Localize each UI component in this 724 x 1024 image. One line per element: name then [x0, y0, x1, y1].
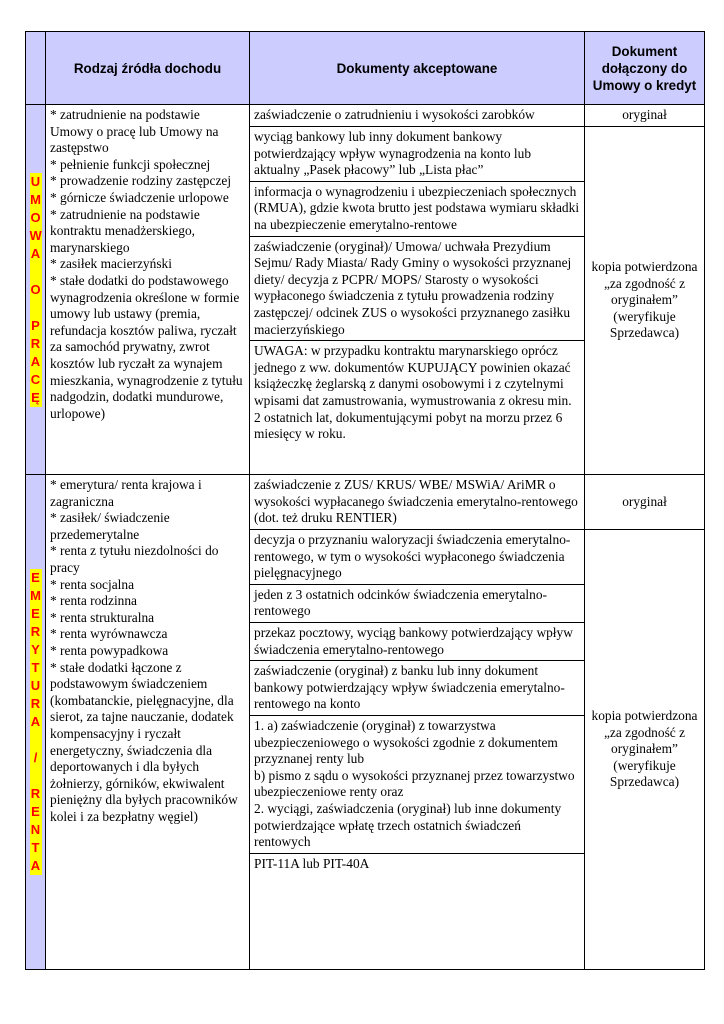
- header-row: [26, 32, 705, 105]
- document-item: PIT-11A lub PIT-40A: [254, 855, 370, 871]
- section-employment-status-1: oryginał: [585, 105, 705, 127]
- header-attached-document: Dokument dołączony do Umowy o kredyt: [585, 32, 705, 105]
- section-pension-income-types: * emerytura/ renta krajowa i zagraniczna * zasiłek/ świadczenie przedemerytalne * renta z tytułu niezdolności do pracy * renta socjalna * renta rodzinna * renta strukturalna * renta wyrównawcza * renta powypadkowa * stałe dodatki łączone z podstawowym świadczeniem (kombatanckie, pielęgnacyjne, dla sierot, za tajne nauczanie, dodatek kompensacyjny i ryczałt energetyczny, świadczenia dla deportowanych i dla byłych żołnierzy, górników, ekwiwalent pieniężny dla byłych pracowników kolei i za bezpłatny węgiel): [46, 475, 250, 970]
- section-pension-doc-1: zaświadczenie z ZUS/ KRUS/ WBE/ MSWiA/ AriMR o wysokości wypłacanego świadczenia emerytalno-rentowego (dot. też druku RENTIER): [250, 475, 585, 530]
- section-employment-label-cell: [26, 105, 46, 475]
- section-employment-row-1: [26, 105, 705, 127]
- document-item: 1. a) zaświadczenie (oryginał) z towarzystwa ubezpieczeniowego o wysokości zgodnie z dokumentem przyznanej renty lub b) pismo z sądu o wysokości przyznanej przez towarzystwo ubezpieczeniowe renty oraz 2. wyciągi, zaświadczenia (oryginał) lub inne dokumenty potwierdzające wpłatę trzech ostatnich świadczeń rentowych: [250, 716, 584, 854]
- income-documents-table: [25, 31, 705, 970]
- header-income-type: Rodzaj źródła dochodu: [46, 32, 250, 105]
- section-employment-status-2: kopia potwierdzona „za zgodność z oryginałem” (weryfikuje Sprzedawca): [585, 127, 705, 475]
- document-item: zaświadczenie (oryginał)/ Umowa/ uchwała Prezydium Sejmu/ Rady Miasta/ Rady Gminy o wysokości przyznanej diety/ decyzja z PCPR/ MOPS/ Starosty o wysokości wypłaconego świadczenia z tytułu prowadzenia rodziny zastępczej/ odcinek ZUS o wysokości przyznanego zasiłku macierzyńskiego: [250, 237, 584, 342]
- section-pension-row-1: [26, 475, 705, 530]
- section-pension-label: E M E R Y T U R A / R E N T A: [30, 570, 41, 873]
- document-item: wyciąg bankowy lub inny dokument bankowy potwierdzający wpływ wynagrodzenia na konto lub aktualny „Pasek płacowy” lub „Lista płac”: [250, 127, 584, 182]
- section-pension-label-cell: [26, 475, 46, 970]
- header-side-cell: [26, 32, 46, 105]
- section-employment-income-types: * zatrudnienie na podstawie Umowy o pracę lub Umowy na zastępstwo * pełnienie funkcji społecznej * prowadzenie rodziny zastępczej * górnicze świadczenie urlopowe * zatrudnienie na podstawie kontraktu menadżerskiego, marynarskiego * zasiłek macierzyński * stałe dodatki do podstawowego wynagrodzenia określone w formie umowy lub ustawy (premia, refundacja kosztów paliwa, ryczałt za samochód prywatny, zwrot kosztów lub ryczałt za wynajem mieszkania, wynagrodzenie z tytułu nadgodzin, dodatki mundurowe, urlopowe): [46, 105, 250, 475]
- section-pension-docs-list: [250, 530, 585, 970]
- section-pension-status-2: kopia potwierdzona „za zgodność z oryginałem” (weryfikuje Sprzedawca): [585, 530, 705, 970]
- document-item: jeden z 3 ostatnich odcinków świadczenia emerytalno-rentowego: [250, 585, 584, 623]
- document-item: zaświadczenie (oryginał) z banku lub inny dokument bankowy potwierdzający wpływ świadczenia emerytalno-rentowego na konto: [250, 661, 584, 716]
- document-item: decyzja o przyznaniu waloryzacji świadczenia emerytalno-rentowego, w tym o wysokości wypłaconego świadczenia pielęgnacyjnego: [250, 530, 584, 585]
- document-item: UWAGA: w przypadku kontraktu marynarskiego oprócz jednego z ww. dokumentów KUPUJĄCY powinien okazać książeczkę żeglarską z danymi osobowymi i z czytelnymi wpisami dat zamustrowania, wymustrowania z okresu min. 2 ostatnich lat, dokumentującymi pobyt na morzu przez 6 miesięcy w roku.: [254, 343, 572, 442]
- section-employment-doc-1: zaświadczenie o zatrudnieniu i wysokości zarobków: [250, 105, 585, 127]
- document-item: przekaz pocztowy, wyciąg bankowy potwierdzający wpływ świadczenia emerytalno-rentowego: [250, 623, 584, 661]
- section-employment-docs-list: [250, 127, 585, 475]
- section-employment-label: U M O W A O P R A C Ę: [29, 173, 42, 405]
- header-accepted-documents: Dokumenty akceptowane: [250, 32, 585, 105]
- document-item: informacja o wynagrodzeniu i ubezpieczeniach społecznych (RMUA), gdzie kwota brutto jest podstawa wymiaru składki na ubezpieczenie emerytalno-rentowe: [250, 182, 584, 237]
- section-pension-status-1: oryginał: [585, 475, 705, 530]
